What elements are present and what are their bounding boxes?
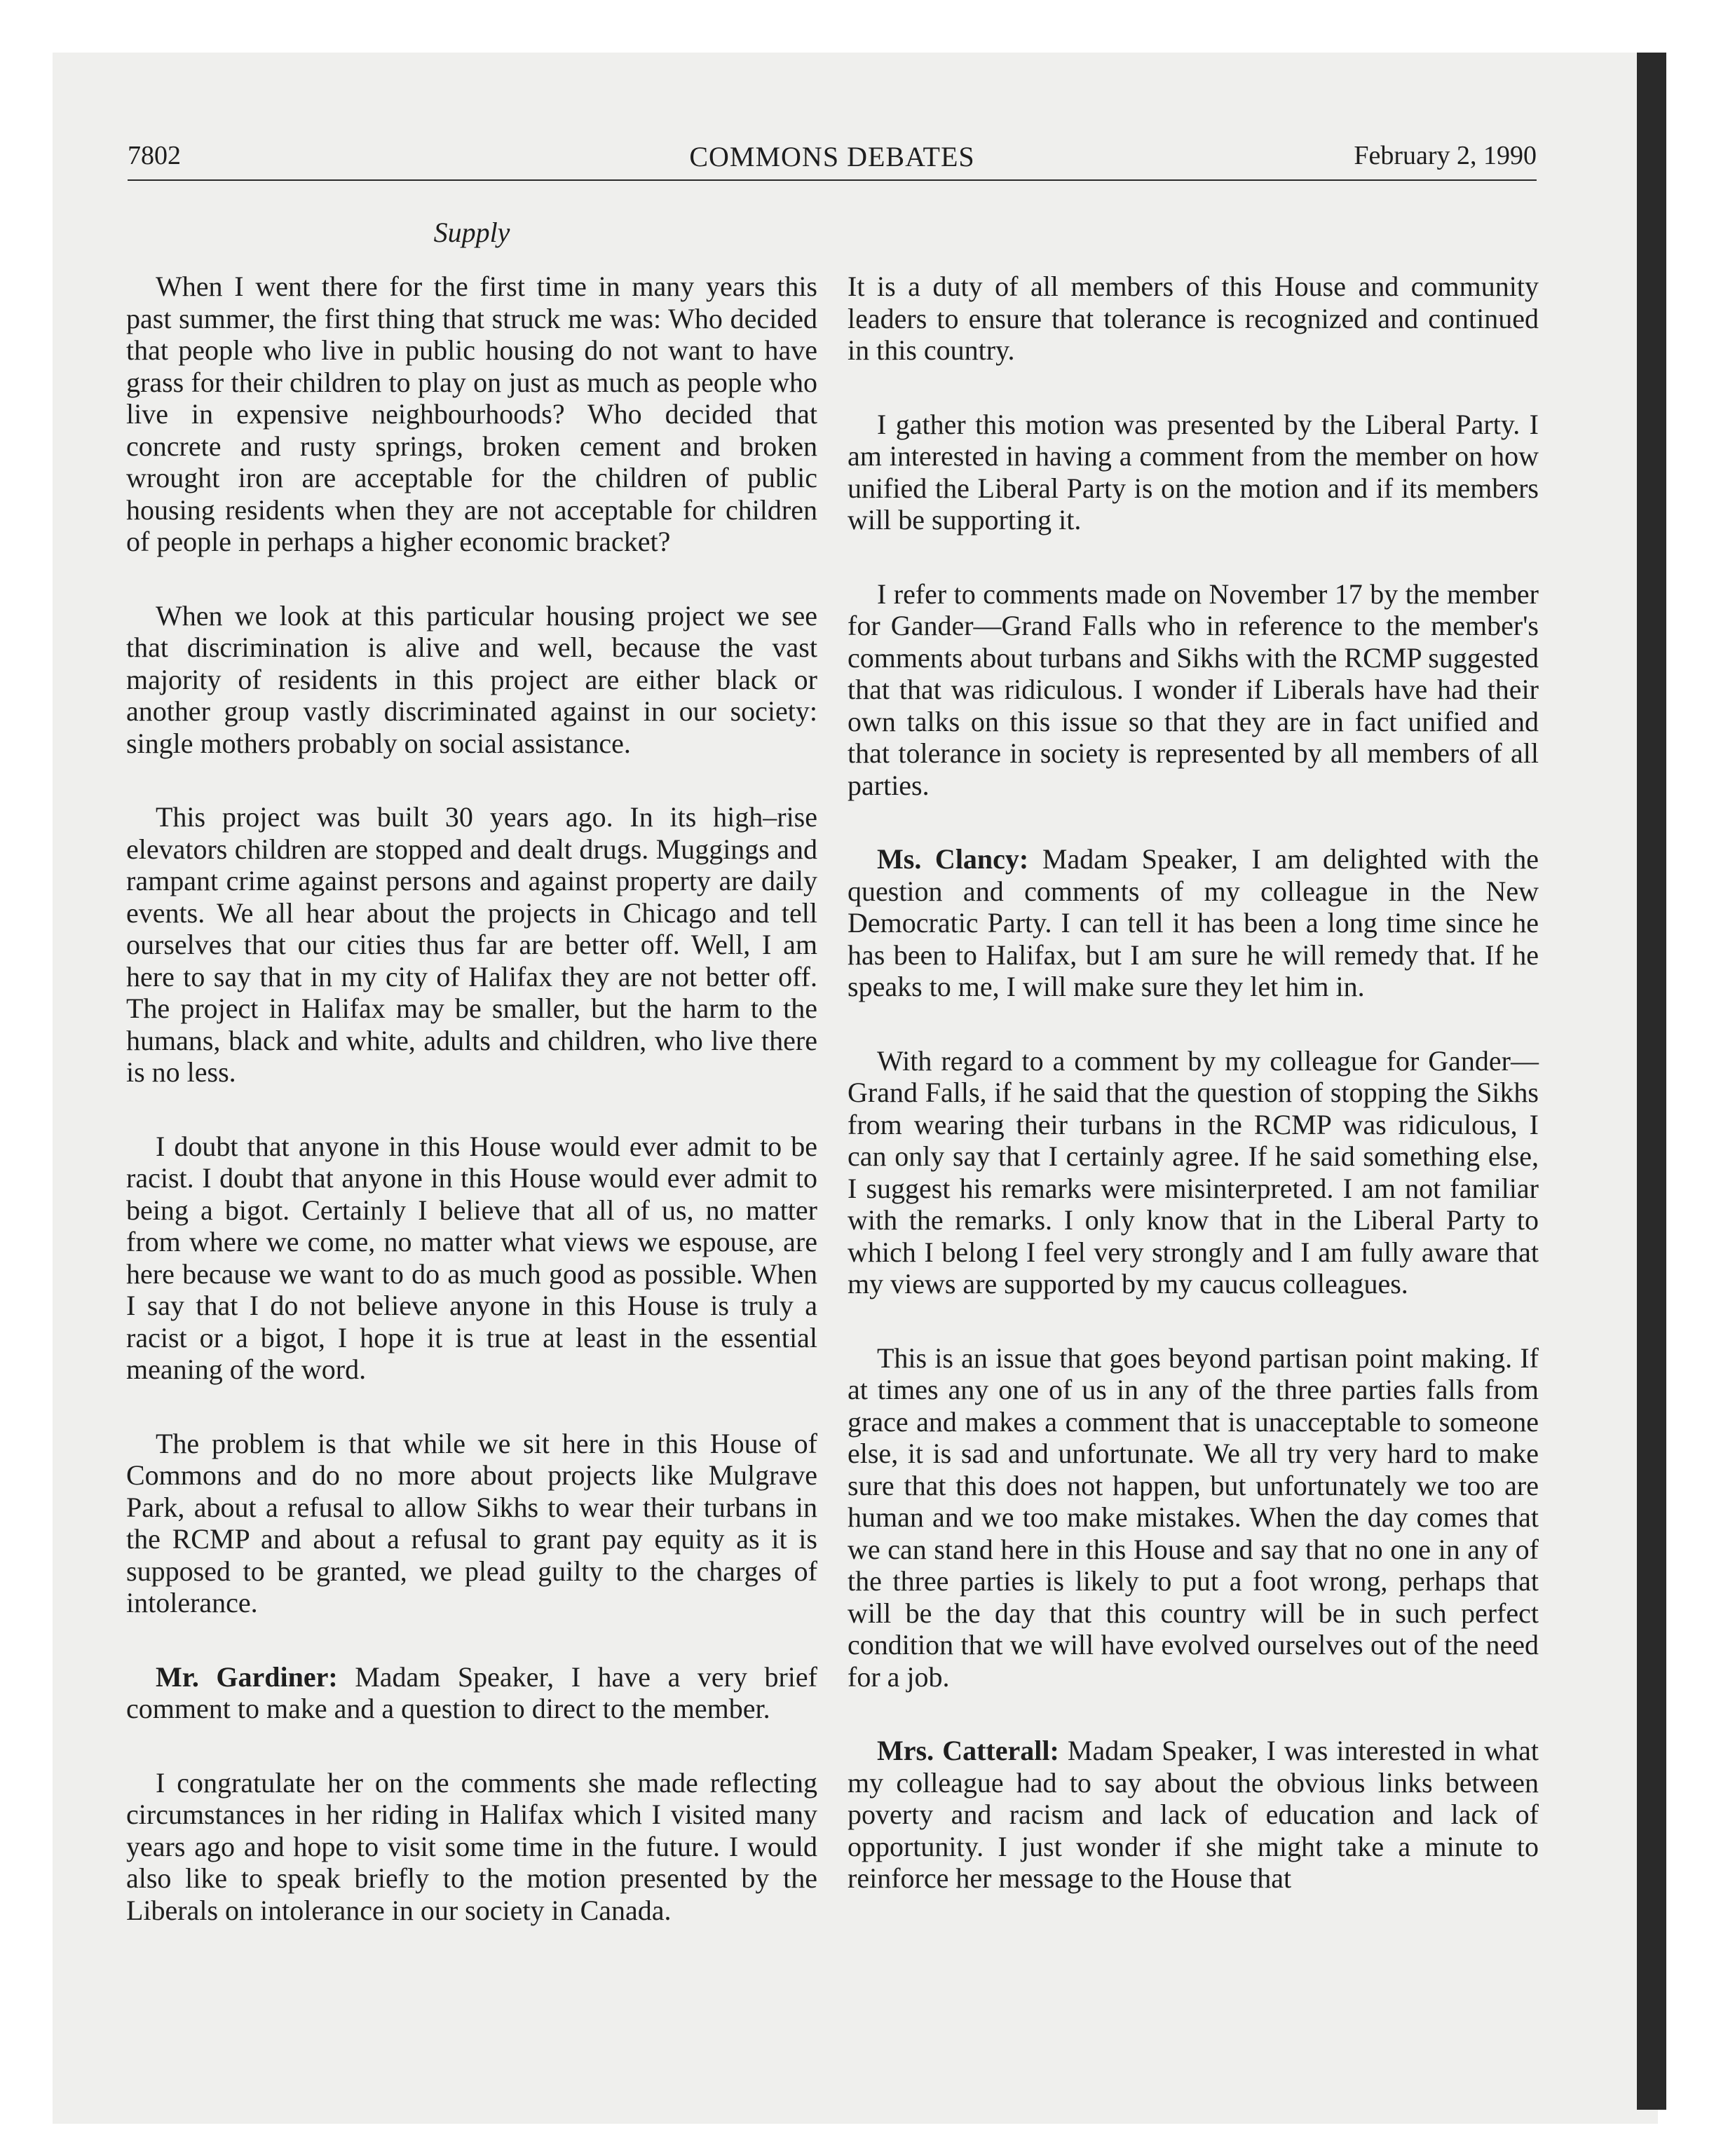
paragraph: I congratulate her on the comments she made reflecting circumstances in her riding in Halifax which I visited many years ago and hope to visit some time in the future. I would also like to speak briefly to the motion presented by the Liberals on intolerance in our society in Canada. bbox=[126, 1766, 817, 1926]
paragraph: With regard to a comment by my colleague for Gander—Grand Falls, if he said that the question of stopping the Sikhs from wearing their turbans in the RCMP was ridiculous, I can only say that I certainly agree. If he said something else, I suggest his remarks were misinterpreted. I am not familiar with the remarks. I only know that in the Liberal Party to which I belong I feel very strongly and I am fully aware that my views are supported by my caucus colleagues. bbox=[848, 1044, 1539, 1299]
paragraph: This is an issue that goes beyond partisan point making. If at times any one of us in any of the three parties falls from grace and makes a comment that is unacceptable to someone else, it is sad and unfortunate. We all try very hard to make sure that this does not happen, but unfortunately we too are human and we too make mistakes. When the day comes that we can stand here in this House and say that no one in any of the three parties is likely to put a foot wrong, perhaps that will be the day that this country will be in such perfect condition that we will have evolved ourselves out of the need for a job. bbox=[848, 1342, 1539, 1693]
paragraph: When I went there for the first time in many years this past summer, the first thing that struck me was: Who decided that people who live in public housing do not want to have grass for their children to play on just as much as people who live in expensive neighbourhoods? Who decided that concrete and rusty springs, broken cement and broken wrought iron are acceptable for the children of public housing residents when they are not acceptable for children of people in perhaps a higher economic bracket? bbox=[126, 271, 817, 557]
section-label: Supply bbox=[433, 217, 510, 248]
speech-text: Madam Speaker, I have a very brief comment to make and a question to direct to the member. bbox=[126, 1660, 817, 1724]
speaker-name: Ms. Clancy: bbox=[877, 843, 1029, 875]
publication-date: February 2, 1990 bbox=[1354, 141, 1537, 170]
paragraph: I doubt that anyone in this House would ever admit to be racist. I doubt that anyone in this House would ever admit to being a bigot. Certainly I believe that all of us, no matter from where we come, no matter what views we espouse, are here because we want to do as much good as possible. When I say that I do not believe anyone in this House is truly a racist or a bigot, I hope it is true at least in the essential meaning of the word. bbox=[126, 1130, 817, 1385]
header-rule bbox=[128, 179, 1537, 181]
speech-text: Madam Speaker, I was interested in what my colleague had to say about the obvious links between poverty and racism and lack of education and lack of opportunity. I just wonder if she might take a minute to reinforce her message to the House that bbox=[848, 1735, 1539, 1894]
paragraph: When we look at this particular housing project we see that discrimination is alive and well, because the vast majority of residents in this project are either black or another group vastly discriminated against in our society: single mothers probably on social assistance. bbox=[126, 599, 817, 759]
running-header bbox=[128, 140, 1537, 182]
speaker-name: Mrs. Catterall: bbox=[877, 1735, 1059, 1766]
paragraph: The problem is that while we sit here in this House of Commons and do no more about projects like Mulgrave Park, about a refusal to allow Sikhs to wear their turbans in the RCMP and about a refusal to grant pay equity as it is supposed to be granted, we plead guilty to the charges of intolerance. bbox=[126, 1427, 817, 1618]
scan-binding-edge bbox=[1637, 53, 1666, 2110]
speaker-name: Mr. Gardiner: bbox=[156, 1660, 338, 1693]
paragraph: I gather this motion was presented by the Liberal Party. I am interested in having a comment from the member on how unified the Liberal Party is on the motion and if its members will be supporting it. bbox=[848, 408, 1539, 535]
page-number: 7802 bbox=[128, 141, 181, 170]
paragraph: This project was built 30 years ago. In its high–rise elevators children are stopped and dealt drugs. Muggings and rampant crime against persons and against property are daily events. We all hear about the projects in Chicago and tell ourselves that our cities thus far are better off. Well, I am here to say that in my city of Halifax they are not better off. The project in Halifax may be smaller, but the harm to the humans, black and white, adults and children, who live there is no less. bbox=[126, 801, 817, 1088]
left-column bbox=[126, 271, 817, 1926]
speech-paragraph bbox=[126, 1661, 817, 1725]
publication-title: COMMONS DEBATES bbox=[689, 141, 975, 172]
paragraph-continued: It is a duty of all members of this House and community leaders to ensure that tolerance is recognized and continued in this country. bbox=[848, 271, 1539, 366]
right-column bbox=[848, 271, 1539, 1895]
speech-text: Madam Speaker, I am delighted with the question and comments of my colleague in the New Democratic Party. I can tell it has been a long time since he has been to Halifax, but I am sure he will remedy that. If he speaks to me, I will make sure they let him in. bbox=[848, 843, 1539, 1002]
speech-paragraph bbox=[848, 843, 1539, 1003]
paragraph: I refer to comments made on November 17 by the member for Gander—Grand Falls who in reference to the member's comments about turbans and Sikhs with the RCMP suggested that that was ridiculous. I wonder if Liberals have had their own talks on this issue so that they are in fact unified and that tolerance in society is represented by all members of all parties. bbox=[848, 578, 1539, 801]
speech-paragraph bbox=[848, 1735, 1539, 1895]
